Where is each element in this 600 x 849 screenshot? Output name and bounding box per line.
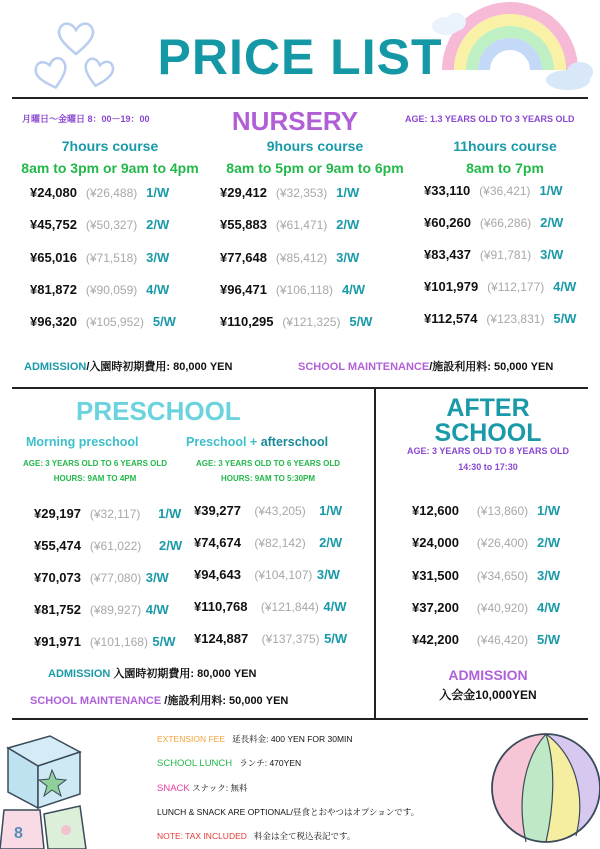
price-row [194, 534, 342, 552]
price-row [424, 310, 576, 328]
price: ¥12,600 [412, 503, 459, 518]
price-row [30, 184, 169, 202]
price-before-tax: (¥123,831) [486, 312, 545, 326]
price-row [30, 216, 169, 234]
nursery-course-title: 9hours course [266, 138, 364, 154]
afterschool-admission-value: 入会金10,000YEN [439, 688, 537, 702]
afterschool-admission-label: ADMISSION [448, 667, 528, 683]
frequency: 4/W [146, 282, 170, 297]
price-before-tax: (¥61,471) [275, 218, 328, 232]
preschool-course-title: Morning preschool [26, 435, 139, 449]
price: ¥91,971 [34, 634, 81, 649]
section-divider [12, 387, 588, 389]
frequency: 1/W [146, 185, 170, 200]
price-row [34, 505, 181, 523]
frequency: 3/W [540, 247, 564, 262]
preschool-title: PRESCHOOL [76, 396, 241, 426]
price-before-tax: (¥32,117) [89, 507, 141, 521]
preschool-course-title: Preschool + afterschool [186, 435, 329, 449]
price-before-tax: (¥26,400) [476, 536, 529, 550]
price: ¥124,887 [194, 631, 249, 646]
price-row [220, 249, 359, 267]
tax-note: NOTE: TAX INCLUDED 料金は全て税込表記です。 [157, 831, 356, 841]
price: ¥60,260 [424, 215, 471, 230]
price-before-tax: (¥105,952) [85, 315, 144, 329]
afterschool-hours: 14:30 to 17:30 [458, 462, 518, 472]
frequency: 5/W [152, 314, 176, 329]
price: ¥37,200 [412, 600, 459, 615]
frequency: 4/W [553, 279, 577, 294]
price: ¥24,000 [412, 535, 459, 550]
frequency: 5/W [324, 631, 348, 646]
header-divider [12, 97, 588, 99]
price: ¥65,016 [30, 250, 77, 265]
price-row [220, 313, 372, 331]
nursery-course-time: 8am to 5pm or 9am to 6pm [226, 160, 404, 176]
price-row [412, 534, 560, 552]
afterschool-age: AGE: 3 YEARS OLD TO 8 YEARS OLD [406, 446, 570, 456]
price-before-tax: (¥43,205) [254, 504, 306, 518]
column-divider [374, 389, 376, 718]
price-before-tax: (¥85,412) [275, 251, 328, 265]
preschool-hours: HOURS: 9AM TO 4PM [53, 474, 137, 483]
price: ¥24,080 [30, 185, 77, 200]
price: ¥96,471 [220, 282, 267, 297]
price-before-tax: (¥137,375) [261, 632, 320, 646]
nursery-hours: 月曜日～金曜日 8：00－19：00 [22, 114, 150, 124]
preschool-hours: HOURS: 9AM TO 5:30PM [220, 474, 316, 483]
frequency: 1/W [537, 503, 561, 518]
nursery-age: AGE: 1.3 YEARS OLD TO 3 YEARS OLD [405, 114, 575, 124]
price: ¥110,295 [220, 314, 274, 329]
price: ¥55,474 [34, 538, 81, 553]
frequency: 1/W [158, 506, 182, 521]
toy-blocks-icon [0, 730, 92, 849]
school-lunch: SCHOOL LUNCH ランチ: 470YEN [157, 758, 302, 769]
price: ¥81,752 [34, 602, 81, 617]
price: ¥42,200 [412, 632, 459, 647]
price-before-tax: (¥90,059) [85, 283, 138, 297]
frequency: 1/W [336, 185, 360, 200]
price-before-tax: (¥82,142) [254, 536, 306, 550]
nursery-maintenance: SCHOOL MAINTENANCE/施設利用料: 50,000 YEN [298, 361, 554, 373]
frequency: 1/W [539, 183, 563, 198]
price: ¥45,752 [30, 217, 77, 232]
price-row [30, 281, 169, 299]
price: ¥110,768 [194, 599, 248, 614]
price-row [220, 216, 359, 234]
price: ¥96,320 [30, 314, 77, 329]
frequency: 2/W [336, 217, 360, 232]
price-row [424, 246, 563, 264]
price-row [30, 313, 176, 331]
price-before-tax: (¥121,325) [282, 315, 341, 329]
price: ¥74,674 [194, 535, 241, 550]
frequency: 3/W [336, 250, 360, 265]
frequency: 4/W [341, 282, 366, 297]
page-title: PRICE LIST [157, 29, 443, 85]
frequency: 1/W [319, 503, 343, 518]
price-before-tax: (¥91,781) [479, 248, 532, 262]
snack: SNACK スナック: 無料 [157, 783, 248, 794]
price-row [194, 598, 346, 616]
nursery-course-time: 8am to 3pm or 9am to 4pm [21, 160, 199, 176]
nursery-admission: ADMISSION/入園時初期費用: 80,000 YEN [24, 361, 233, 373]
nursery-course-title: 11hours course [453, 138, 557, 154]
frequency: 2/W [540, 215, 564, 230]
price-before-tax: (¥89,927) [89, 603, 142, 617]
price: ¥81,872 [30, 282, 77, 297]
price-before-tax: (¥104,107) [254, 568, 313, 582]
price-before-tax: (¥106,118) [275, 283, 334, 297]
price: ¥94,643 [194, 567, 241, 582]
nursery-course-time: 8am to 7pm [466, 160, 544, 176]
price-before-tax: (¥46,420) [476, 633, 529, 647]
price: ¥112,574 [424, 311, 478, 326]
price-row [412, 599, 560, 617]
frequency: 5/W [553, 311, 577, 326]
price-row [412, 631, 560, 649]
price-row [424, 182, 563, 200]
frequency: 2/W [159, 538, 183, 553]
price-row [220, 184, 359, 202]
frequency: 4/W [323, 599, 347, 614]
price-before-tax: (¥121,844) [260, 600, 319, 614]
price-row [34, 601, 169, 619]
price: ¥39,277 [194, 503, 241, 518]
price: ¥70,073 [34, 570, 81, 585]
frequency: 5/W [537, 632, 561, 647]
frequency: 2/W [537, 535, 561, 550]
price-before-tax: (¥40,920) [476, 601, 529, 615]
preschool-maintenance: SCHOOL MAINTENANCE /施設利用料: 50,000 YEN [30, 695, 289, 707]
price: ¥55,883 [220, 217, 267, 232]
price-before-tax: (¥71,518) [85, 251, 138, 265]
price: ¥101,979 [424, 279, 479, 294]
price-before-tax: (¥32,353) [275, 186, 328, 200]
svg-text:8: 8 [14, 825, 23, 842]
frequency: 5/W [349, 314, 373, 329]
price-row [424, 278, 576, 296]
price-before-tax: (¥36,421) [479, 184, 531, 198]
price-row [194, 502, 342, 520]
price-before-tax: (¥66,286) [479, 216, 532, 230]
price-row [194, 630, 347, 648]
frequency: 5/W [152, 634, 176, 649]
frequency: 2/W [146, 217, 170, 232]
frequency: 3/W [316, 567, 340, 582]
price-before-tax: (¥77,080) [89, 571, 142, 585]
price-row [424, 214, 563, 232]
price: ¥83,437 [424, 247, 471, 262]
optional-note: LUNCH & SNACK ARE OPTIONAL/昼食とおやつはオプションです。 [157, 807, 420, 817]
price: ¥29,412 [220, 185, 267, 200]
frequency: 2/W [319, 535, 343, 550]
afterschool-title: AFTER SCHOOL [434, 394, 542, 447]
price-row [194, 566, 340, 584]
frequency: 4/W [145, 602, 169, 617]
price-row [412, 502, 560, 520]
preschool-age: AGE: 3 YEARS OLD TO 6 YEARS OLD [22, 459, 168, 468]
nursery-title: NURSERY [231, 106, 359, 136]
extension-fee: EXTENSION FEE 延長料金: 400 YEN FOR 30MIN [157, 734, 353, 744]
nursery-course-title: 7hours course [61, 138, 159, 154]
preschool-age: AGE: 3 YEARS OLD TO 6 YEARS OLD [195, 459, 341, 468]
price-before-tax: (¥112,177) [487, 280, 545, 294]
beach-ball-icon [486, 726, 600, 849]
price-row [30, 249, 169, 267]
footer-divider [12, 718, 588, 720]
price: ¥33,110 [424, 183, 471, 198]
price-row [34, 633, 176, 651]
price: ¥29,197 [34, 506, 81, 521]
frequency: 3/W [537, 568, 561, 583]
price-before-tax: (¥34,650) [476, 569, 529, 583]
frequency: 3/W [145, 570, 169, 585]
price-row [34, 537, 182, 555]
frequency: 3/W [146, 250, 170, 265]
frequency: 4/W [537, 600, 561, 615]
price-before-tax: (¥101,168) [89, 635, 148, 649]
price-before-tax: (¥61,022) [89, 539, 142, 553]
price: ¥31,500 [412, 568, 459, 583]
price-row [34, 569, 169, 587]
price-before-tax: (¥50,327) [85, 218, 138, 232]
price-before-tax: (¥13,860) [476, 504, 529, 518]
price-before-tax: (¥26,488) [85, 186, 138, 200]
price-row [220, 281, 365, 299]
preschool-admission: ADMISSION 入園時初期費用: 80,000 YEN [48, 668, 257, 680]
price-row [412, 567, 560, 585]
price: ¥77,648 [220, 250, 267, 265]
